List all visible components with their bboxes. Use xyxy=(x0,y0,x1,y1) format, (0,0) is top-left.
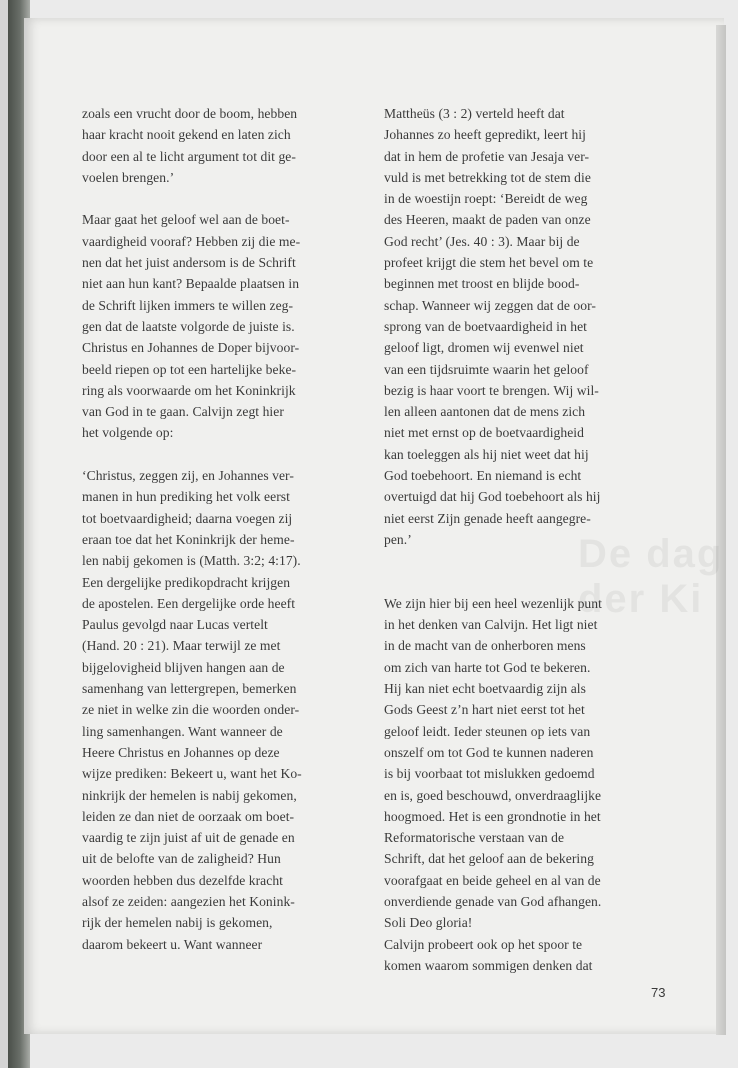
text-line: Maar gaat het geloof wel aan de boet- xyxy=(82,212,290,228)
text-line: len nabij gekomen is (Matth. 3:2; 4:17). xyxy=(82,553,301,569)
text-line: door een al te licht argument tot dit ge- xyxy=(82,148,296,164)
text-line: Mattheüs (3 : 2) verteld heeft dat xyxy=(384,106,565,121)
text-line: in het denken van Calvijn. Het ligt niet xyxy=(384,617,598,633)
text-line: het volgende op: xyxy=(82,425,174,441)
text-line: des Heeren, maakt de paden van onze xyxy=(384,212,591,228)
text-line: (Hand. 20 : 21). Maar terwijl ze met xyxy=(82,638,281,654)
paragraph-gap xyxy=(384,550,660,571)
text-line: kan toeleggen als hij niet weet dat hij xyxy=(384,446,589,462)
text-line: manen in hun prediking het volk eerst xyxy=(82,489,290,505)
text-line: Hij kan niet echt boetvaardig zijn als xyxy=(384,681,586,697)
text-line: God recht’ (Jes. 40 : 3). Maar bij de xyxy=(384,233,580,249)
text-line: daarom bekeert u. Want wanneer xyxy=(82,936,263,952)
text-line: leiden ze dan niet de oorzaak om boet- xyxy=(82,808,295,824)
text-line: voelen brengen.’ xyxy=(82,169,175,185)
text-line: pen.’ xyxy=(384,531,412,547)
text-line: vaardigheid vooraf? Hebben zij die me- xyxy=(82,233,301,249)
text-line: nen dat het juist andersom is de Schrift xyxy=(82,255,296,271)
text-line: schap. Wanneer wij zeggen dat de oor- xyxy=(384,297,596,313)
text-line: dat in hem de profetie van Jesaja ver- xyxy=(384,148,590,164)
text-line: tot boetvaardigheid; daarna voegen zij xyxy=(82,510,293,526)
text-line: len alleen aantonen dat de mens zich xyxy=(384,404,586,420)
text-line: bezig is haar voort te brengen. Wij wil- xyxy=(384,382,599,398)
text-line: in de macht van de onherboren mens xyxy=(384,638,586,654)
text-line: geloof leidt. Ieder steunen op iets van xyxy=(384,723,591,739)
text-line: Heere Christus en Johannes op deze xyxy=(82,744,280,760)
text-line: Reformatorische verstaan van de xyxy=(384,830,565,846)
text-line: ‘Christus, zeggen zij, en Johannes ver- xyxy=(82,468,294,484)
text-line: haar kracht nooit gekend en laten zich xyxy=(82,127,291,143)
book-spine-light xyxy=(0,0,8,1068)
paragraph-gap xyxy=(82,444,368,465)
text-line: Johannes zo heeft gepredikt, leert hij xyxy=(384,127,586,143)
text-line: God toebehoort. En niemand is echt xyxy=(384,468,582,484)
text-line: vaardig te zijn juist af uit de genade en xyxy=(82,830,295,846)
text-line: hoogmoed. Het is een grondnotie in het xyxy=(384,808,601,824)
text-line: Paulus gevolgd naar Lucas vertelt xyxy=(82,617,268,633)
text-line: voorafgaat en beide geheel en al van de xyxy=(384,872,601,888)
text-line: van een tijdsruimte waarin het geloof xyxy=(384,361,589,377)
text-line: en is, goed beschouwd, onverdraaglijke xyxy=(384,787,602,803)
text-line: beginnen met troost en blijde bood- xyxy=(384,276,580,292)
right-text-column xyxy=(384,103,660,976)
text-line: eraan toe dat het Koninkrijk der heme- xyxy=(82,531,295,547)
text-line: profeet krijgt die stem het bevel om te xyxy=(384,255,594,271)
text-line: Een dergelijke predikopdracht krijgen xyxy=(82,574,291,590)
page-number: 73 xyxy=(651,985,666,1000)
page-edge xyxy=(716,25,726,1035)
text-line: uit de belofte van de zaligheid? Hun xyxy=(82,851,281,867)
text-line: van God in te gaan. Calvijn zegt hier xyxy=(82,404,284,420)
text-line: Christus en Johannes de Doper bijvoor- xyxy=(82,340,300,356)
text-line: overtuigd dat hij God toebehoort als hij xyxy=(384,489,601,505)
text-line: vuld is met betrekking tot de stem die xyxy=(384,169,591,185)
text-line: alsof ze zeiden: aangezien het Konink- xyxy=(82,893,295,909)
text-line: onverdiende genade van God afhangen. xyxy=(384,893,602,909)
text-line: bijgelovigheid blijven hangen aan de xyxy=(82,659,285,675)
text-line: niet met ernst op de boetvaardigheid xyxy=(384,425,584,441)
text-line: zoals een vrucht door de boom, hebben xyxy=(82,106,298,121)
text-line: ze niet in welke zin die woorden onder- xyxy=(82,702,300,718)
text-line: samenhang van lettergrepen, bemerken xyxy=(82,681,297,697)
text-line: om zich van harte tot God te bekeren. xyxy=(384,659,591,675)
text-line: sprong van de boetvaardigheid in het xyxy=(384,318,588,334)
text-line: de Schrift lijken immers te willen zeg- xyxy=(82,297,294,313)
text-line: is bij voorbaat tot mislukken gedoemd xyxy=(384,766,595,782)
text-line: We zijn hier bij een heel wezenlijk punt xyxy=(384,595,602,611)
paragraph-gap xyxy=(384,572,660,593)
text-line: Gods Geest z’n hart niet eerst tot het xyxy=(384,702,585,718)
text-line: onszelf om tot God te kunnen naderen xyxy=(384,744,594,760)
text-line: ninkrijk der hemelen is nabij gekomen, xyxy=(82,787,297,803)
text-line: niet eerst Zijn genade heeft aangegre- xyxy=(384,510,591,526)
text-line: wijze prediken: Bekeert u, want het Ko- xyxy=(82,766,302,782)
text-line: rijk der hemelen nabij is gekomen, xyxy=(82,915,273,931)
text-line: Schrift, dat het geloof aan de bekering xyxy=(384,851,594,867)
text-line: Calvijn probeert ook op het spoor te xyxy=(384,936,583,952)
paragraph-gap xyxy=(82,188,368,209)
text-line: in de woestijn roept: ‘Bereidt de weg xyxy=(384,191,588,207)
text-line: beeld riepen op tot een hartelijke beke- xyxy=(82,361,297,377)
text-line: woorden hebben dus dezelfde kracht xyxy=(82,872,283,888)
text-line: ling samenhangen. Want wanneer de xyxy=(82,723,283,739)
text-line: ring als voorwaarde om het Koninkrijk xyxy=(82,382,296,398)
text-line: geloof ligt, dromen wij evenwel niet xyxy=(384,340,584,356)
text-line: gen dat de laatste volgorde de juiste is. xyxy=(82,318,295,334)
text-line: niet aan hun kant? Bepaalde plaatsen in xyxy=(82,276,300,292)
left-text-column xyxy=(82,103,368,955)
text-line: Soli Deo gloria! xyxy=(384,915,473,931)
text-line: komen waarom sommigen denken dat xyxy=(384,957,593,973)
text-line: de apostelen. Een dergelijke orde heeft xyxy=(82,595,296,611)
